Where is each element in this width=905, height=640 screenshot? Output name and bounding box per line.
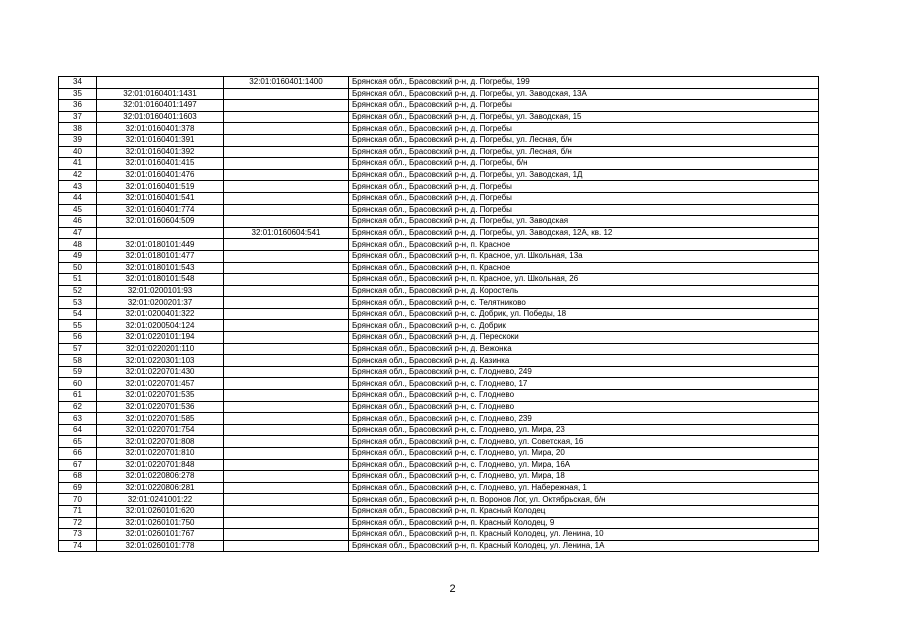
address-cell: Брянская обл., Брасовский р-н, с. Глоднево, ул. Мира, 20 <box>349 448 819 460</box>
table-row <box>59 227 819 239</box>
address-cell: Брянская обл., Брасовский р-н, д. Погребы, ул. Заводская, 12А, кв. 12 <box>349 227 819 239</box>
address-cell: Брянская обл., Брасовский р-н, п. Красное, ул. Школьная, 13а <box>349 250 819 262</box>
address-cell: Брянская обл., Брасовский р-н, п. Красное <box>349 262 819 274</box>
row-number-cell: 36 <box>59 100 97 112</box>
cadastral-number-secondary-cell <box>224 134 349 146</box>
cadastral-number-secondary-cell <box>224 390 349 402</box>
cadastral-number-cell: 32:01:0160401:1497 <box>97 100 224 112</box>
cadastral-number-cell: 32:01:0180101:548 <box>97 274 224 286</box>
row-number-cell: 52 <box>59 285 97 297</box>
cadastral-number-cell: 32:01:0260101:778 <box>97 540 224 552</box>
address-cell: Брянская обл., Брасовский р-н, с. Глоднево, 249 <box>349 366 819 378</box>
table-row <box>59 111 819 123</box>
cadastral-number-cell <box>97 77 224 89</box>
row-number-cell: 69 <box>59 482 97 494</box>
cadastral-number-cell: 32:01:0180101:477 <box>97 250 224 262</box>
row-number-cell: 45 <box>59 204 97 216</box>
row-number-cell: 46 <box>59 216 97 228</box>
cadastral-number-secondary-cell <box>224 366 349 378</box>
address-cell: Брянская обл., Брасовский р-н, д. Вежонка <box>349 343 819 355</box>
cadastral-number-secondary-cell <box>224 239 349 251</box>
row-number-cell: 35 <box>59 88 97 100</box>
table-row <box>59 169 819 181</box>
cadastral-number-cell: 32:01:0160401:519 <box>97 181 224 193</box>
cadastral-number-cell: 32:01:0200401:322 <box>97 308 224 320</box>
cadastral-number-secondary-cell <box>224 355 349 367</box>
row-number-cell: 38 <box>59 123 97 135</box>
table-row <box>59 401 819 413</box>
address-cell: Брянская обл., Брасовский р-н, с. Глоднево, 17 <box>349 378 819 390</box>
address-cell: Брянская обл., Брасовский р-н, с. Добрик, ул. Победы, 18 <box>349 308 819 320</box>
page-number: 2 <box>449 583 456 595</box>
table-row <box>59 192 819 204</box>
cadastral-number-secondary-cell <box>224 517 349 529</box>
table-row <box>59 308 819 320</box>
row-number-cell: 34 <box>59 77 97 89</box>
cadastral-number-secondary-cell <box>224 332 349 344</box>
cadastral-number-secondary-cell <box>224 494 349 506</box>
table-row <box>59 494 819 506</box>
address-cell: Брянская обл., Брасовский р-н, д. Погребы, б/н <box>349 158 819 170</box>
table-row <box>59 343 819 355</box>
row-number-cell: 65 <box>59 436 97 448</box>
address-cell: Брянская обл., Брасовский р-н, с. Глоднево, ул. Советская, 16 <box>349 436 819 448</box>
table-row <box>59 459 819 471</box>
cadastral-number-secondary-cell <box>224 100 349 112</box>
cadastral-number-secondary-cell <box>224 448 349 460</box>
table-row <box>59 100 819 112</box>
row-number-cell: 44 <box>59 192 97 204</box>
cadastral-number-cell: 32:01:0220701:535 <box>97 390 224 402</box>
row-number-cell: 60 <box>59 378 97 390</box>
cadastral-number-cell: 32:01:0160401:392 <box>97 146 224 158</box>
address-cell: Брянская обл., Брасовский р-н, п. Красный Колодец, ул. Ленина, 10 <box>349 529 819 541</box>
table-row <box>59 88 819 100</box>
row-number-cell: 73 <box>59 529 97 541</box>
address-cell: Брянская обл., Брасовский р-н, д. Погребы, ул. Заводская, 1Д <box>349 169 819 181</box>
cadastral-number-secondary-cell <box>224 436 349 448</box>
row-number-cell: 53 <box>59 297 97 309</box>
row-number-cell: 59 <box>59 366 97 378</box>
cadastral-number-secondary-cell <box>224 343 349 355</box>
row-number-cell: 68 <box>59 471 97 483</box>
cadastral-number-cell: 32:01:0200101:93 <box>97 285 224 297</box>
address-cell: Брянская обл., Брасовский р-н, д. Погребы, 199 <box>349 77 819 89</box>
cadastral-number-cell: 32:01:0260101:750 <box>97 517 224 529</box>
row-number-cell: 41 <box>59 158 97 170</box>
cadastral-number-secondary-cell <box>224 529 349 541</box>
cadastral-number-cell: 32:01:0160401:378 <box>97 123 224 135</box>
table-row <box>59 448 819 460</box>
table-row <box>59 146 819 158</box>
cadastral-number-cell: 32:01:0220701:457 <box>97 378 224 390</box>
cadastral-number-cell: 32:01:0160604:509 <box>97 216 224 228</box>
row-number-cell: 42 <box>59 169 97 181</box>
cadastral-number-cell: 32:01:0220806:281 <box>97 482 224 494</box>
row-number-cell: 51 <box>59 274 97 286</box>
row-number-cell: 48 <box>59 239 97 251</box>
cadastral-number-secondary-cell <box>224 88 349 100</box>
row-number-cell: 71 <box>59 505 97 517</box>
cadastral-number-secondary-cell <box>224 192 349 204</box>
cadastral-number-cell: 32:01:0220101:194 <box>97 332 224 344</box>
row-number-cell: 70 <box>59 494 97 506</box>
table-row <box>59 204 819 216</box>
table-row <box>59 285 819 297</box>
cadastral-number-secondary-cell <box>224 424 349 436</box>
property-register-body <box>59 77 819 552</box>
address-cell: Брянская обл., Брасовский р-н, п. Красное <box>349 239 819 251</box>
cadastral-number-secondary-cell <box>224 482 349 494</box>
address-cell: Брянская обл., Брасовский р-н, с. Глоднево <box>349 401 819 413</box>
cadastral-number-cell: 32:01:0160401:1603 <box>97 111 224 123</box>
cadastral-number-secondary-cell <box>224 250 349 262</box>
row-number-cell: 40 <box>59 146 97 158</box>
cadastral-number-secondary-cell <box>224 146 349 158</box>
address-cell: Брянская обл., Брасовский р-н, с. Телятниково <box>349 297 819 309</box>
cadastral-number-cell: 32:01:0220806:278 <box>97 471 224 483</box>
address-cell: Брянская обл., Брасовский р-н, п. Воронов Лог, ул. Октябрьская, б/н <box>349 494 819 506</box>
cadastral-number-secondary-cell <box>224 274 349 286</box>
cadastral-number-cell: 32:01:0160401:476 <box>97 169 224 181</box>
cadastral-number-cell: 32:01:0220201:110 <box>97 343 224 355</box>
cadastral-number-secondary-cell <box>224 505 349 517</box>
address-cell: Брянская обл., Брасовский р-н, п. Красный Колодец <box>349 505 819 517</box>
cadastral-number-cell: 32:01:0220301:103 <box>97 355 224 367</box>
cadastral-number-cell: 32:01:0220701:585 <box>97 413 224 425</box>
cadastral-number-secondary-cell <box>224 181 349 193</box>
table-row <box>59 158 819 170</box>
cadastral-number-secondary-cell <box>224 540 349 552</box>
table-row <box>59 123 819 135</box>
row-number-cell: 64 <box>59 424 97 436</box>
cadastral-number-secondary-cell <box>224 169 349 181</box>
address-cell: Брянская обл., Брасовский р-н, д. Перескоки <box>349 332 819 344</box>
cadastral-number-cell: 32:01:0160401:1431 <box>97 88 224 100</box>
cadastral-number-secondary-cell <box>224 216 349 228</box>
row-number-cell: 66 <box>59 448 97 460</box>
row-number-cell: 50 <box>59 262 97 274</box>
address-cell: Брянская обл., Брасовский р-н, д. Погребы, ул. Заводская, 15 <box>349 111 819 123</box>
cadastral-number-cell: 32:01:0180101:543 <box>97 262 224 274</box>
address-cell: Брянская обл., Брасовский р-н, д. Погребы, ул. Заводская <box>349 216 819 228</box>
address-cell: Брянская обл., Брасовский р-н, с. Добрик <box>349 320 819 332</box>
cadastral-number-cell: 32:01:0160401:774 <box>97 204 224 216</box>
cadastral-number-cell: 32:01:0260101:620 <box>97 505 224 517</box>
row-number-cell: 74 <box>59 540 97 552</box>
row-number-cell: 61 <box>59 390 97 402</box>
cadastral-number-secondary-cell <box>224 308 349 320</box>
cadastral-number-secondary-cell <box>224 204 349 216</box>
row-number-cell: 43 <box>59 181 97 193</box>
table-row <box>59 517 819 529</box>
table-row <box>59 529 819 541</box>
cadastral-number-cell <box>97 227 224 239</box>
table-row <box>59 250 819 262</box>
row-number-cell: 49 <box>59 250 97 262</box>
table-row <box>59 77 819 89</box>
cadastral-number-secondary-cell <box>224 111 349 123</box>
table-row <box>59 355 819 367</box>
cadastral-number-secondary-cell <box>224 378 349 390</box>
row-number-cell: 55 <box>59 320 97 332</box>
table-row <box>59 181 819 193</box>
cadastral-number-cell: 32:01:0220701:536 <box>97 401 224 413</box>
address-cell: Брянская обл., Брасовский р-н, п. Красный Колодец, 9 <box>349 517 819 529</box>
row-number-cell: 47 <box>59 227 97 239</box>
row-number-cell: 56 <box>59 332 97 344</box>
table-row <box>59 482 819 494</box>
table-row <box>59 471 819 483</box>
address-cell: Брянская обл., Брасовский р-н, д. Погребы, ул. Заводская, 13А <box>349 88 819 100</box>
cadastral-number-cell: 32:01:0200201:37 <box>97 297 224 309</box>
cadastral-number-secondary-cell <box>224 471 349 483</box>
row-number-cell: 62 <box>59 401 97 413</box>
cadastral-number-secondary-cell <box>224 320 349 332</box>
cadastral-number-cell: 32:01:0260101:767 <box>97 529 224 541</box>
address-cell: Брянская обл., Брасовский р-н, д. Погребы <box>349 100 819 112</box>
table-row <box>59 134 819 146</box>
table-row <box>59 413 819 425</box>
address-cell: Брянская обл., Брасовский р-н, с. Глоднево, 239 <box>349 413 819 425</box>
row-number-cell: 67 <box>59 459 97 471</box>
table-row <box>59 505 819 517</box>
address-cell: Брянская обл., Брасовский р-н, д. Погребы, ул. Лесная, б/н <box>349 134 819 146</box>
cadastral-number-secondary-cell <box>224 262 349 274</box>
cadastral-number-cell: 32:01:0200504:124 <box>97 320 224 332</box>
cadastral-number-secondary-cell <box>224 297 349 309</box>
address-cell: Брянская обл., Брасовский р-н, д. Погребы <box>349 192 819 204</box>
table-row <box>59 239 819 251</box>
table-row <box>59 297 819 309</box>
table-row <box>59 378 819 390</box>
cadastral-number-cell: 32:01:0241001:22 <box>97 494 224 506</box>
address-cell: Брянская обл., Брасовский р-н, д. Погребы, ул. Лесная, б/н <box>349 146 819 158</box>
table-row <box>59 332 819 344</box>
address-cell: Брянская обл., Брасовский р-н, д. Казинка <box>349 355 819 367</box>
table-row <box>59 274 819 286</box>
cadastral-number-secondary-cell <box>224 123 349 135</box>
address-cell: Брянская обл., Брасовский р-н, п. Красный Колодец, ул. Ленина, 1А <box>349 540 819 552</box>
cadastral-number-secondary-cell: 32:01:0160604:541 <box>224 227 349 239</box>
address-cell: Брянская обл., Брасовский р-н, с. Глоднево, ул. Мира, 23 <box>349 424 819 436</box>
address-cell: Брянская обл., Брасовский р-н, д. Погребы <box>349 181 819 193</box>
cadastral-number-secondary-cell: 32:01:0160401:1400 <box>224 77 349 89</box>
address-cell: Брянская обл., Брасовский р-н, д. Погребы <box>349 204 819 216</box>
cadastral-number-secondary-cell <box>224 459 349 471</box>
cadastral-number-cell: 32:01:0220701:810 <box>97 448 224 460</box>
address-cell: Брянская обл., Брасовский р-н, с. Глоднево, ул. Мира, 18 <box>349 471 819 483</box>
row-number-cell: 72 <box>59 517 97 529</box>
table-row <box>59 320 819 332</box>
row-number-cell: 63 <box>59 413 97 425</box>
address-cell: Брянская обл., Брасовский р-н, с. Глоднево <box>349 390 819 402</box>
cadastral-number-cell: 32:01:0220701:848 <box>97 459 224 471</box>
table-row <box>59 390 819 402</box>
row-number-cell: 58 <box>59 355 97 367</box>
cadastral-number-cell: 32:01:0160401:415 <box>97 158 224 170</box>
property-register-table <box>58 76 819 552</box>
cadastral-number-cell: 32:01:0220701:808 <box>97 436 224 448</box>
table-row <box>59 216 819 228</box>
table-row <box>59 424 819 436</box>
row-number-cell: 37 <box>59 111 97 123</box>
address-cell: Брянская обл., Брасовский р-н, п. Красное, ул. Школьная, 26 <box>349 274 819 286</box>
cadastral-number-secondary-cell <box>224 413 349 425</box>
row-number-cell: 54 <box>59 308 97 320</box>
address-cell: Брянская обл., Брасовский р-н, д. Погребы <box>349 123 819 135</box>
table-row <box>59 366 819 378</box>
address-cell: Брянская обл., Брасовский р-н, д. Коростель <box>349 285 819 297</box>
cadastral-number-cell: 32:01:0180101:449 <box>97 239 224 251</box>
row-number-cell: 39 <box>59 134 97 146</box>
cadastral-number-cell: 32:01:0160401:541 <box>97 192 224 204</box>
cadastral-number-secondary-cell <box>224 401 349 413</box>
table-row <box>59 540 819 552</box>
cadastral-number-cell: 32:01:0220701:430 <box>97 366 224 378</box>
row-number-cell: 57 <box>59 343 97 355</box>
cadastral-number-secondary-cell <box>224 158 349 170</box>
table-row <box>59 436 819 448</box>
cadastral-number-cell: 32:01:0160401:391 <box>97 134 224 146</box>
address-cell: Брянская обл., Брасовский р-н, с. Глоднево, ул. Набережная, 1 <box>349 482 819 494</box>
table-row <box>59 262 819 274</box>
address-cell: Брянская обл., Брасовский р-н, с. Глоднево, ул. Мира, 16А <box>349 459 819 471</box>
cadastral-number-secondary-cell <box>224 285 349 297</box>
cadastral-number-cell: 32:01:0220701:754 <box>97 424 224 436</box>
